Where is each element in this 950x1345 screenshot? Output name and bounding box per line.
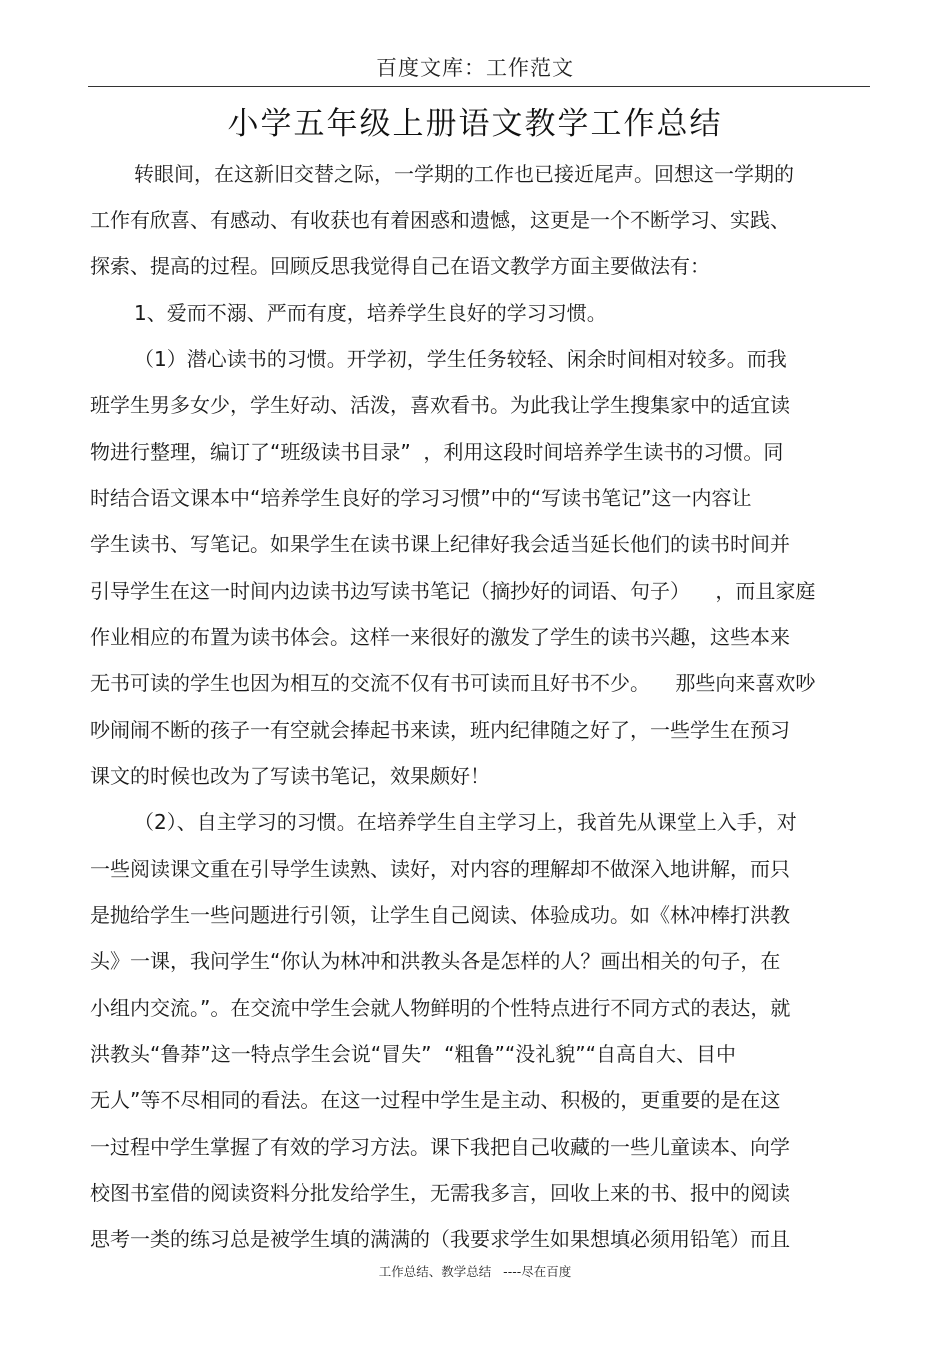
body-line: 无人”等不尽相同的看法。在这一过程中学生是主动、积极的，更重要的是在这: [90, 1088, 781, 1112]
body-line: 一些阅读课文重在引导学生读熟、读好，对内容的理解却不做深入地讲解，而只: [90, 857, 790, 881]
body-line: 校图书室借的阅读资料分批发给学生，无需我多言，回收上来的书、报中的阅读: [90, 1181, 790, 1205]
body-line: 无书可读的学生也因为相互的交流不仅有书可读而且好书不少。 那些向来喜欢吵: [90, 671, 816, 695]
body-line: 转眼间，在这新旧交替之际，一学期的工作也已接近尾声。回想这一学期的: [134, 162, 794, 186]
header-divider: [88, 86, 870, 87]
body-line: 时结合语文课本中“培养学生良好的学习习惯”中的“写读书笔记”这一内容让: [90, 486, 752, 510]
body-line: 物进行整理，编订了“班级读书目录” ，利用这段时间培养学生读书的习惯。同: [90, 440, 784, 464]
body-line: 学生读书、写笔记。如果学生在读书课上纪律好我会适当延长他们的读书时间并: [90, 532, 790, 556]
body-line: 小组内交流。”。在交流中学生会就人物鲜明的个性特点进行不同方式的表达，就: [90, 996, 791, 1020]
body-line: 思考一类的练习总是被学生填的满满的（我要求学生如果想填必须用铅笔）而且: [90, 1227, 790, 1251]
body-line: 吵闹闹不断的孩子一有空就会捧起书来读，班内纪律随之好了，一些学生在预习: [90, 718, 790, 742]
body-line: 作业相应的布置为读书体会。这样一来很好的激发了学生的读书兴趣，这些本来: [90, 625, 790, 649]
body-line: 是抛给学生一些问题进行引领，让学生自己阅读、体验成功。如《林冲棒打洪教: [90, 903, 790, 927]
page-header: 百度文库：工作范文: [376, 56, 574, 80]
body-line: 1、爱而不溺、严而有度，培养学生良好的学习习惯。: [134, 301, 607, 325]
body-line: 洪教头“鲁莽”这一特点学生会说“冒失” “粗鲁”“没礼貌”“自高自大、目中: [90, 1042, 736, 1066]
body-line: 班学生男多女少，学生好动、活泼，喜欢看书。为此我让学生搜集家中的适宜读: [90, 393, 790, 417]
body-line: 探索、提高的过程。回顾反思我觉得自己在语文教学方面主要做法有：: [90, 254, 710, 278]
body-line: （2）、自主学习的习惯。在培养学生自主学习上，我首先从课堂上入手，对: [134, 810, 797, 834]
body-line: 头》一课，我问学生“你认为林冲和洪教头各是怎样的人？画出相关的句子，在: [90, 949, 781, 973]
body-line: 引导学生在这一时间内边读书边写读书笔记（摘抄好的词语、句子） ，而且家庭: [90, 579, 816, 603]
body-line: 一过程中学生掌握了有效的学习方法。课下我把自己收藏的一些儿童读本、向学: [90, 1135, 790, 1159]
document-title: 小学五年级上册语文教学工作总结: [227, 106, 723, 142]
body-line: 工作有欣喜、有感动、有收获也有着困惑和遗憾，这更是一个不断学习、实践、: [90, 208, 790, 232]
body-line: （1）潜心读书的习惯。开学初，学生任务较轻、闲余时间相对较多。而我: [134, 347, 787, 371]
body-line: 课文的时候也改为了写读书笔记，效果颇好！: [90, 764, 490, 788]
page-footer: 工作总结、教学总结 ----尽在百度: [378, 1264, 572, 1279]
